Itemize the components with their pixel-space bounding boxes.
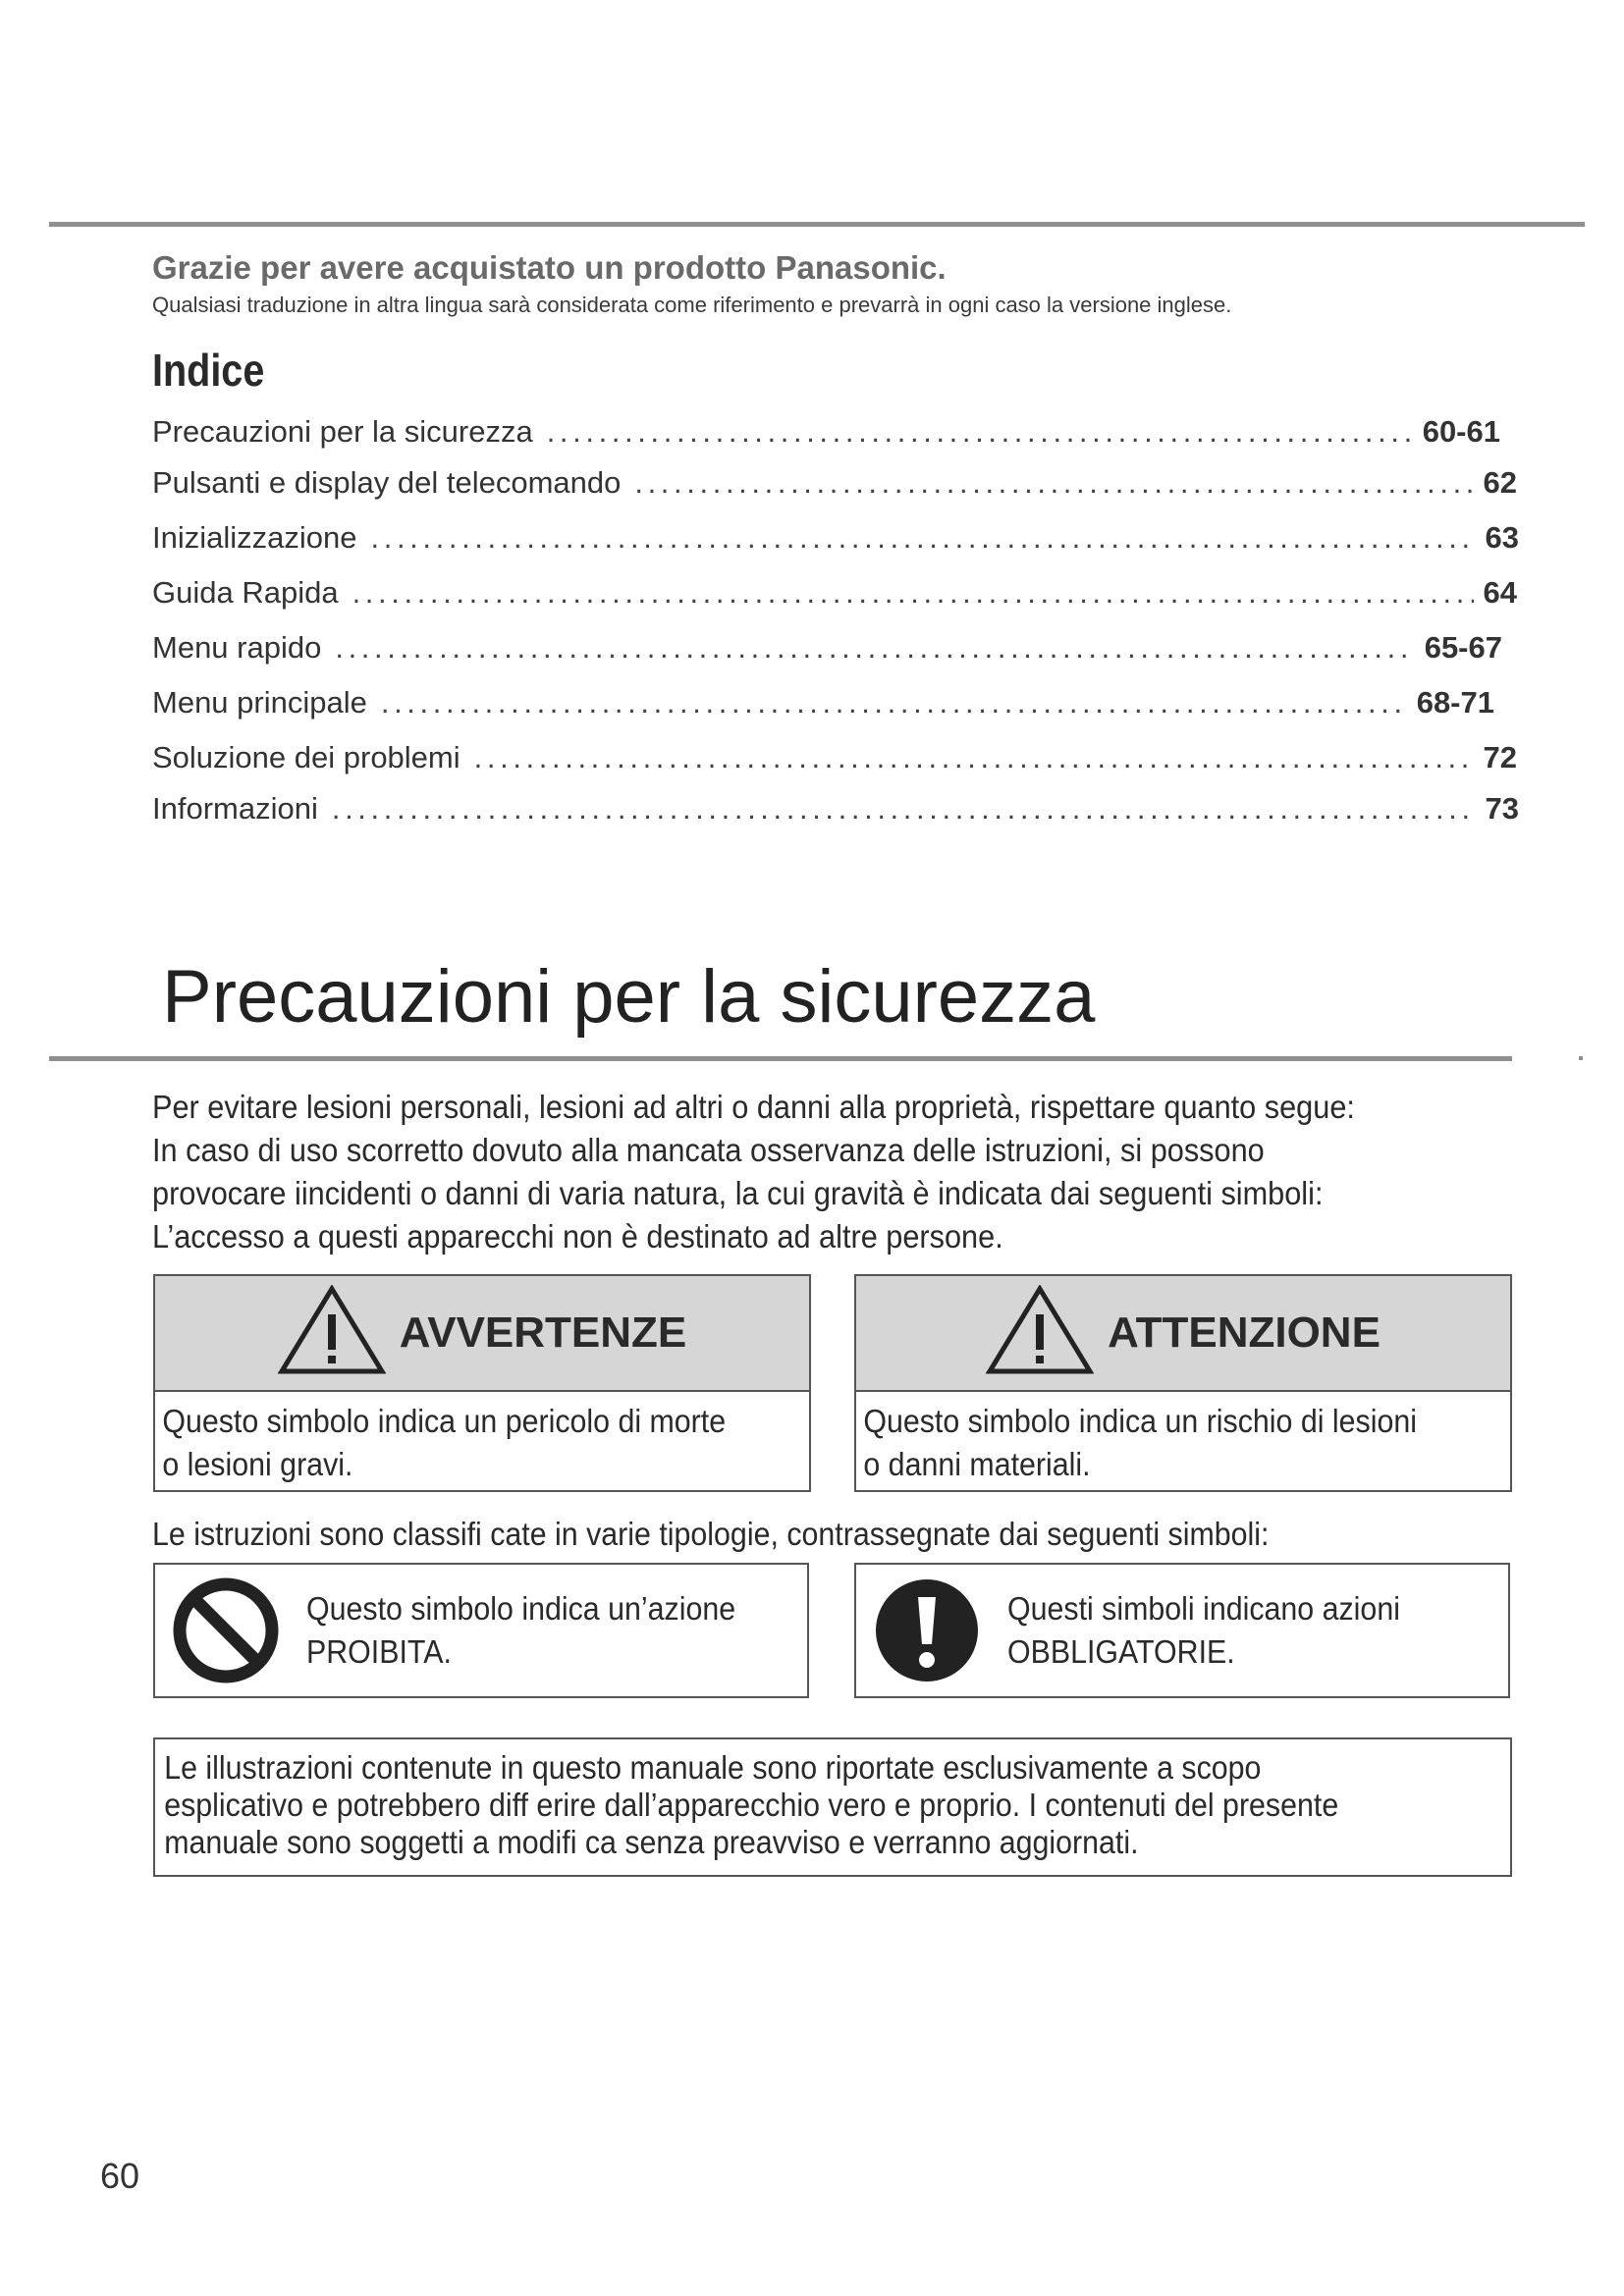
toc-entry[interactable]: [152, 630, 1502, 669]
toc-entry-label: Menu principale: [152, 685, 367, 720]
exclamation-icon: [872, 1575, 982, 1685]
toc-leader-dots: [371, 520, 1476, 556]
prohibited-icon: [171, 1575, 281, 1685]
toc-leader-dots: [547, 414, 1413, 450]
toc-entry-label: Soluzione dei problemi: [152, 740, 460, 774]
mandatory-line: Questi simboli indicano azioni: [1007, 1590, 1400, 1627]
notice-line: manuale sono soggetti a modifi ca senza preavviso e verranno aggiornati.: [164, 1824, 1139, 1860]
toc-entry-page: 72: [1483, 740, 1517, 774]
caution-title: ATTENZIONE: [1108, 1308, 1380, 1357]
warning-description: [155, 1392, 757, 1486]
caution-line: Questo simbolo indica un rischio di lesioni: [863, 1403, 1418, 1439]
toc-entry-label: Precauzioni per la sicurezza: [152, 414, 533, 449]
toc-entry-label: Inizializzazione: [152, 520, 357, 555]
safety-intro-line: Per evitare lesioni personali, lesioni ad altri o danni alla proprietà, rispettare quanto segue:: [152, 1089, 1355, 1125]
toc-entry-page: 65-67: [1424, 630, 1502, 665]
mandatory-box: [854, 1563, 1510, 1698]
notice-text: [155, 1739, 1402, 1861]
mandatory-description: [1007, 1587, 1400, 1674]
warning-line: Questo simbolo indica un pericolo di morte: [162, 1403, 727, 1439]
warning-header: [155, 1276, 809, 1392]
divider-dot: [1579, 1056, 1583, 1060]
safety-intro-line: In caso di uso scorretto dovuto alla mancata osservanza delle istruzioni, si possono: [152, 1132, 1265, 1168]
section-divider: [49, 1056, 1512, 1061]
toc-entry[interactable]: [152, 740, 1517, 779]
intro-title: Grazie per avere acquistato un prodotto Panasonic.: [152, 249, 947, 286]
warning-title: AVVERTENZE: [399, 1308, 687, 1357]
intro-note: Qualsiasi traduzione in altra lingua sarà considerata come riferimento e prevarrà in ogni caso la versione inglese.: [152, 293, 1232, 317]
warning-triangle-icon: [278, 1285, 386, 1375]
toc-entry-label: Informazioni: [152, 791, 318, 826]
toc-entry-label: Guida Rapida: [152, 575, 339, 610]
toc-leader-dots: [335, 630, 1414, 666]
toc-leader-dots: [634, 465, 1473, 501]
toc-entry[interactable]: [152, 465, 1517, 505]
mandatory-line: OBBLIGATORIE.: [1007, 1633, 1235, 1670]
notice-line: Le illustrazioni contenute in questo manuale sono riportate esclusivamente a scopo: [164, 1749, 1262, 1786]
toc-leader-dots: [332, 791, 1476, 827]
caution-box: [854, 1274, 1512, 1492]
toc-entry[interactable]: [152, 520, 1519, 560]
warning-line: o lesioni gravi.: [162, 1446, 353, 1482]
notice-line: esplicativo e potrebbero diff erire dall’apparecchio vero e proprio. I contenuti del presente: [164, 1787, 1339, 1823]
caution-triangle-icon: [986, 1285, 1094, 1375]
toc-leader-dots: [352, 575, 1474, 611]
safety-intro: [152, 1086, 1422, 1258]
notice-box: [153, 1737, 1512, 1877]
prohibited-line: PROIBITA.: [306, 1633, 452, 1670]
toc-entry-page: 64: [1483, 575, 1517, 610]
toc-entry-page: 63: [1485, 520, 1519, 555]
toc-entry-label: Pulsanti e display del telecomando: [152, 465, 622, 500]
top-divider: [49, 222, 1585, 227]
toc-entry-page: 73: [1485, 791, 1519, 826]
prohibited-line: Questo simbolo indica un’azione: [306, 1590, 736, 1627]
warning-box: [153, 1274, 811, 1492]
toc-entry[interactable]: [152, 685, 1494, 724]
safety-intro-line: provocare iincidenti o danni di varia natura, la cui gravità è indicata dai seguenti simboli:: [152, 1175, 1324, 1211]
toc-leader-dots: [474, 740, 1474, 775]
caution-line: o danni materiali.: [863, 1446, 1091, 1482]
toc-entry[interactable]: [152, 575, 1517, 614]
prohibited-box: [153, 1563, 809, 1698]
page-number: 60: [100, 2156, 140, 2196]
toc-heading: Indice: [152, 345, 265, 396]
toc-leader-dots: [381, 685, 1407, 721]
classification-text: Le istruzioni sono classifi cate in varie tipologie, contrassegnate dai seguenti simboli:: [152, 1516, 1270, 1552]
toc-entry-page: 62: [1483, 465, 1517, 500]
safety-intro-line: L’accesso a questi apparecchi non è destinato ad altre persone.: [152, 1218, 1003, 1255]
prohibited-description: [306, 1587, 735, 1674]
caution-header: [856, 1276, 1510, 1392]
caution-description: [856, 1392, 1458, 1486]
toc-entry-page: 68-71: [1416, 685, 1494, 720]
toc-entry[interactable]: [152, 791, 1519, 830]
toc-entry-label: Menu rapido: [152, 630, 322, 665]
section-title: Precauzioni per la sicurezza: [162, 955, 1096, 1039]
toc-entry-page: 60-61: [1422, 414, 1500, 449]
toc-entry[interactable]: [152, 414, 1500, 454]
